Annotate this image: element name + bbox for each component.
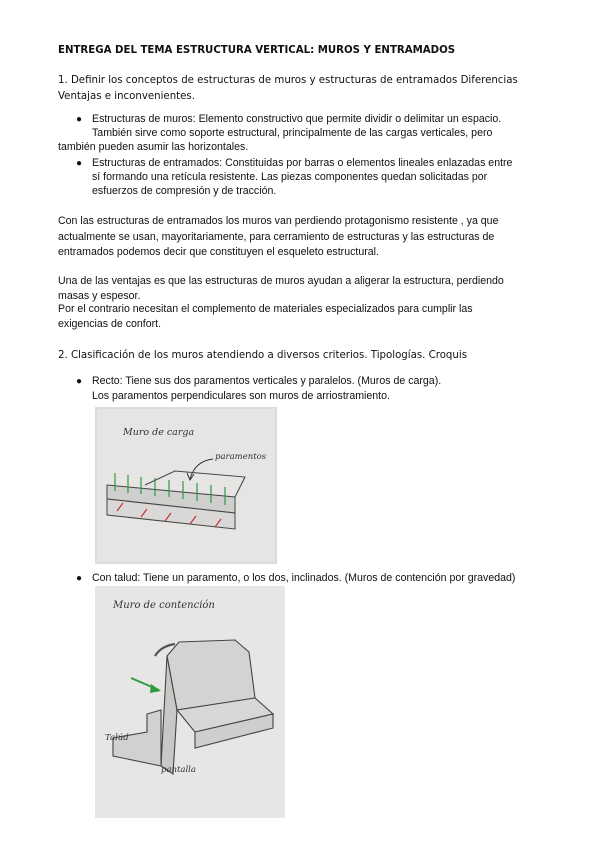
sketch2-talud-label: Talúd [105, 733, 129, 743]
bullet-recto-line2: Los paramentos perpendiculares son muros de arriostramiento. [92, 390, 390, 402]
paragraph2-line3: Por el contrario necesitan el complemento de materiales especializados para cumplir las [58, 303, 473, 315]
bullet-muros-line2: También sirve como soporte estructural, principalmente de las cargas verticales, pero [92, 127, 493, 139]
paragraph1-line1: Con las estructuras de entramados los muros van perdiendo protagonismo resistente , ya que [58, 215, 499, 227]
section2-heading: 2. Clasificación de los muros atendiendo a diversos criterios. Tipologías. Croquis [58, 350, 467, 361]
paragraph1-line2: actualmente se usan, mayoritariamente, para cerramiento de estructuras y las estructuras de [58, 231, 495, 243]
sketch2-base-label: pantalla [161, 765, 196, 775]
section1-heading-line2: Ventajas e inconvenientes. [58, 91, 195, 102]
paragraph2-line2: masas y espesor. [58, 290, 141, 302]
sketch1-title: Muro de carga [123, 427, 195, 438]
sketch-muro-de-carga [95, 407, 277, 564]
bullet-recto-line1: Recto: Tiene sus dos paramentos verticales y paralelos. (Muros de carga). [92, 375, 442, 387]
bullet-icon: ● [76, 114, 83, 125]
paragraph1-line3: entramados podemos decir que constituyen el esqueleto estructural. [58, 246, 379, 258]
sketch2-title: Muro de contención [113, 600, 215, 611]
bullet-entramados-line3: esfuerzos de compresión y de tracción. [92, 185, 277, 197]
bullet-icon: ● [76, 158, 83, 169]
bullet-talud-line: Con talud: Tiene un paramento, o los dos, inclinados. (Muros de contención por gravedad) [92, 572, 516, 584]
sketch1-arrow-label: paramentos [215, 452, 267, 462]
paragraph2-line4: exigencias de confort. [58, 318, 162, 330]
bullet-icon: ● [76, 376, 83, 387]
sketch-muro-de-contencion [95, 586, 285, 818]
bullet-entramados-line2: sí formando una retícula resistente. Las piezas componentes quedan solicitadas por [92, 171, 488, 183]
section1-heading-line1: 1. Definir los conceptos de estructuras de muros y estructuras de entramados Diferencias [58, 75, 518, 86]
document-title: ENTREGA DEL TEMA ESTRUCTURA VERTICAL: MUROS Y ENTRAMADOS [58, 45, 456, 56]
paragraph2-line1: Una de las ventajas es que las estructuras de muros ayudan a aligerar la estructura, perdiendo [58, 275, 504, 287]
bullet-muros-line1: Estructuras de muros: Elemento constructivo que permite dividir o delimitar un espacio. [92, 113, 502, 125]
bullet-icon: ● [76, 573, 83, 584]
bullet-muros-line3: también pueden asumir las horizontales. [58, 141, 249, 153]
bullet-entramados-line1: Estructuras de entramados: Constituidas por barras o elementos lineales enlazadas entre [92, 157, 513, 169]
